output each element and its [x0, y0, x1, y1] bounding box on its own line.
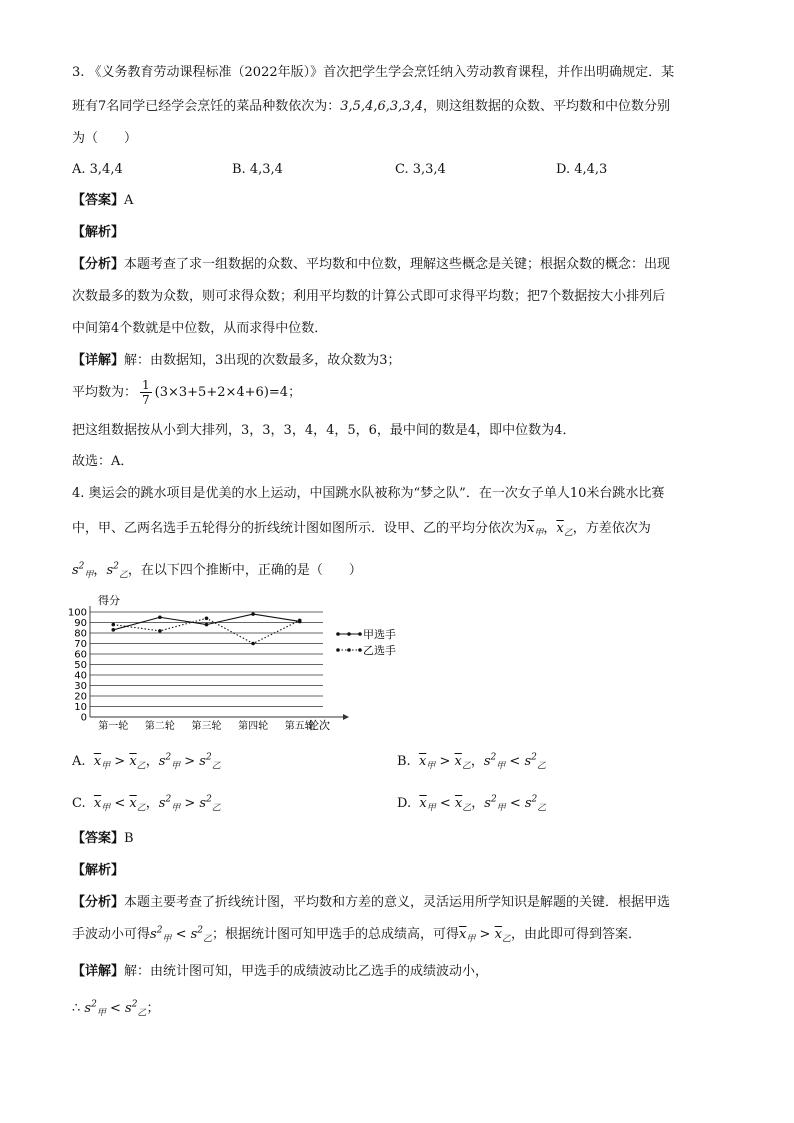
- x-tick-label: 第五轮: [284, 721, 315, 732]
- q4-therefore-line: ∴ $s^2_甲 < s^2_乙$；: [72, 999, 160, 1019]
- data-point: [298, 619, 302, 623]
- q3-fenxi-line1: 【分析】本题考查了求一组数据的众数、平均数和中位数，理解这些概念是关键；根据众数的概念：出现: [72, 257, 671, 272]
- legend-marker: [347, 632, 351, 636]
- data-point: [112, 628, 116, 632]
- y-tick-labels: [68, 608, 87, 724]
- q3-fenxi-line3: 中间第4个数就是中位数，从而求得中位数．: [72, 321, 328, 336]
- mean-yi-symbol: $\overline{x}_乙$: [556, 521, 573, 539]
- data-point: [251, 612, 255, 616]
- mean-jia-symbol: $\overline{x}_甲$: [527, 521, 544, 539]
- q4-stem-line2: 中，甲、乙两名选手五轮得分的折线统计图如图所示．设甲、乙的平均分依次为$\overline{x}_甲$，$\overline{x}_乙$，方差依次为: [72, 521, 651, 539]
- x-tick-label: 第二轮: [144, 721, 175, 732]
- y-tick-label: 20: [74, 691, 87, 703]
- q3-stem-line2: 班有7名同学已经学会烹饪的菜品种数依次为：3,5,4,6,3,3,4，则这组数据的众数、平均数和中位数分别: [72, 99, 670, 114]
- mean-fraction: $\frac{1}{7}$: [142, 378, 150, 407]
- chart-series: [112, 612, 302, 645]
- chart-grid: [90, 606, 349, 720]
- q4-fenxi-line2: 手波动小可得$s^2_甲 < s^2_乙$；根据统计图可知甲选手的总成绩高，可得$\overline{x}_甲 > \overline{x}_乙$，由此即可得到答案．: [72, 925, 641, 945]
- y-tick-label: 50: [74, 660, 87, 671]
- legend-marker: [336, 632, 340, 636]
- q4-answer: 【答案】B: [72, 831, 134, 846]
- q4-option-d: D. $\overline{x}_甲 < \overline{x}_乙$，$s^2_甲 < s^2_乙$: [397, 794, 547, 814]
- q3-fenxi-line2: 次数最多的数为众数，则可求得众数；利用平均数的计算公式即可求得平均数；把7个数据按大小排列后: [72, 289, 666, 304]
- q4-stem-line3: $s^2_甲$，$s^2_乙$，在以下四个推断中，正确的是（ ）: [72, 561, 362, 581]
- y-axis-label: 得分: [98, 594, 120, 607]
- y-tick-label: 0: [80, 712, 87, 724]
- y-tick-label: 60: [74, 649, 87, 661]
- q3-choose: 故选：A．: [72, 454, 134, 469]
- data-point: [112, 623, 116, 627]
- legend-label: 甲选手: [363, 628, 396, 641]
- q4-option-a: A. $\overline{x}_甲 > \overline{x}_乙$，$s^2_甲 > s^2_乙$: [72, 752, 221, 772]
- series-line-jia: [113, 614, 299, 630]
- q3-option-a: A. 3,4,4: [72, 162, 123, 177]
- data-point: [205, 617, 209, 621]
- x-tick-label: 第一轮: [98, 721, 129, 732]
- score-line-chart: [68, 592, 408, 742]
- y-tick-label: 90: [74, 618, 87, 629]
- q3-option-b: B. 4,3,4: [232, 162, 283, 177]
- q4-option-b: B. $\overline{x}_甲 > \overline{x}_乙$，$s^2_甲 < s^2_乙$: [397, 752, 546, 772]
- q4-detail-line1: 【详解】解：由统计图可知，甲选手的成绩波动比乙选手的成绩波动小，: [72, 964, 489, 979]
- chart-legend: [336, 627, 396, 657]
- data-point: [158, 615, 162, 619]
- q4-analysis-tag: 【解析】: [72, 863, 125, 878]
- legend-marker: [347, 648, 351, 652]
- x-tick-label: 第三轮: [191, 721, 222, 732]
- y-tick-label: 40: [74, 670, 87, 682]
- legend-marker: [358, 648, 362, 652]
- y-tick-label: 10: [74, 702, 87, 713]
- x-tick-label: 第四轮: [238, 721, 269, 732]
- data-point: [251, 642, 255, 646]
- q4-option-c: C. $\overline{x}_甲 < \overline{x}_乙$，$s^2_甲 > s^2_乙$: [72, 794, 221, 814]
- q3-sort-line: 把这组数据按从小到大排列，3，3，3，4，4，5，6，最中间的数是4，即中位数为4．: [72, 423, 576, 438]
- x-axis-label: 轮次: [308, 719, 330, 732]
- legend-marker: [358, 632, 362, 636]
- q4-fenxi-line1: 【分析】本题主要考查了折线统计图，平均数和方差的意义，灵活运用所学知识是解题的关键．根据甲选: [72, 895, 671, 910]
- y-tick-label: 30: [74, 681, 87, 692]
- q3-data-sequence: 3,5,4,6,3,3,4: [340, 99, 423, 114]
- y-tick-label: 80: [74, 628, 87, 640]
- x-axis-arrow: [343, 714, 349, 720]
- y-tick-label: 70: [74, 639, 87, 650]
- q3-stem-line1: 3. 《义务教育劳动课程标准（2022年版）》首次把学生学会烹饪纳入劳动教育课程，并作出明确规定．某: [72, 65, 675, 80]
- legend-label: 乙选手: [363, 644, 396, 657]
- q3-analysis-tag: 【解析】: [72, 225, 125, 240]
- variance-jia-symbol: $s^2_甲$: [72, 561, 94, 581]
- q3-detail-line1: 【详解】解：由数据知，3出现的次数最多，故众数为3；: [72, 353, 401, 368]
- x-tick-labels: [98, 719, 314, 732]
- legend-marker: [336, 648, 340, 652]
- variance-yi-symbol: $s^2_乙$: [106, 561, 128, 581]
- data-point: [158, 629, 162, 633]
- q3-answer: 【答案】A: [72, 193, 134, 208]
- q4-stem-line1: 4. 奥运会的跳水项目是优美的水上运动，中国跳水队被称为“梦之队”．在一次女子单人10米台跳水比赛: [72, 486, 665, 501]
- q3-option-d: D. 4,4,3: [556, 162, 608, 177]
- q3-mean-line: 平均数为： $\frac{1}{7}$ (3×3+5+2×4+6)=4；: [72, 378, 302, 407]
- q3-stem-line3: 为（ ）: [72, 131, 138, 146]
- data-point: [205, 623, 209, 627]
- q3-option-c: C. 3,3,4: [395, 162, 446, 177]
- y-tick-label: 100: [68, 607, 87, 619]
